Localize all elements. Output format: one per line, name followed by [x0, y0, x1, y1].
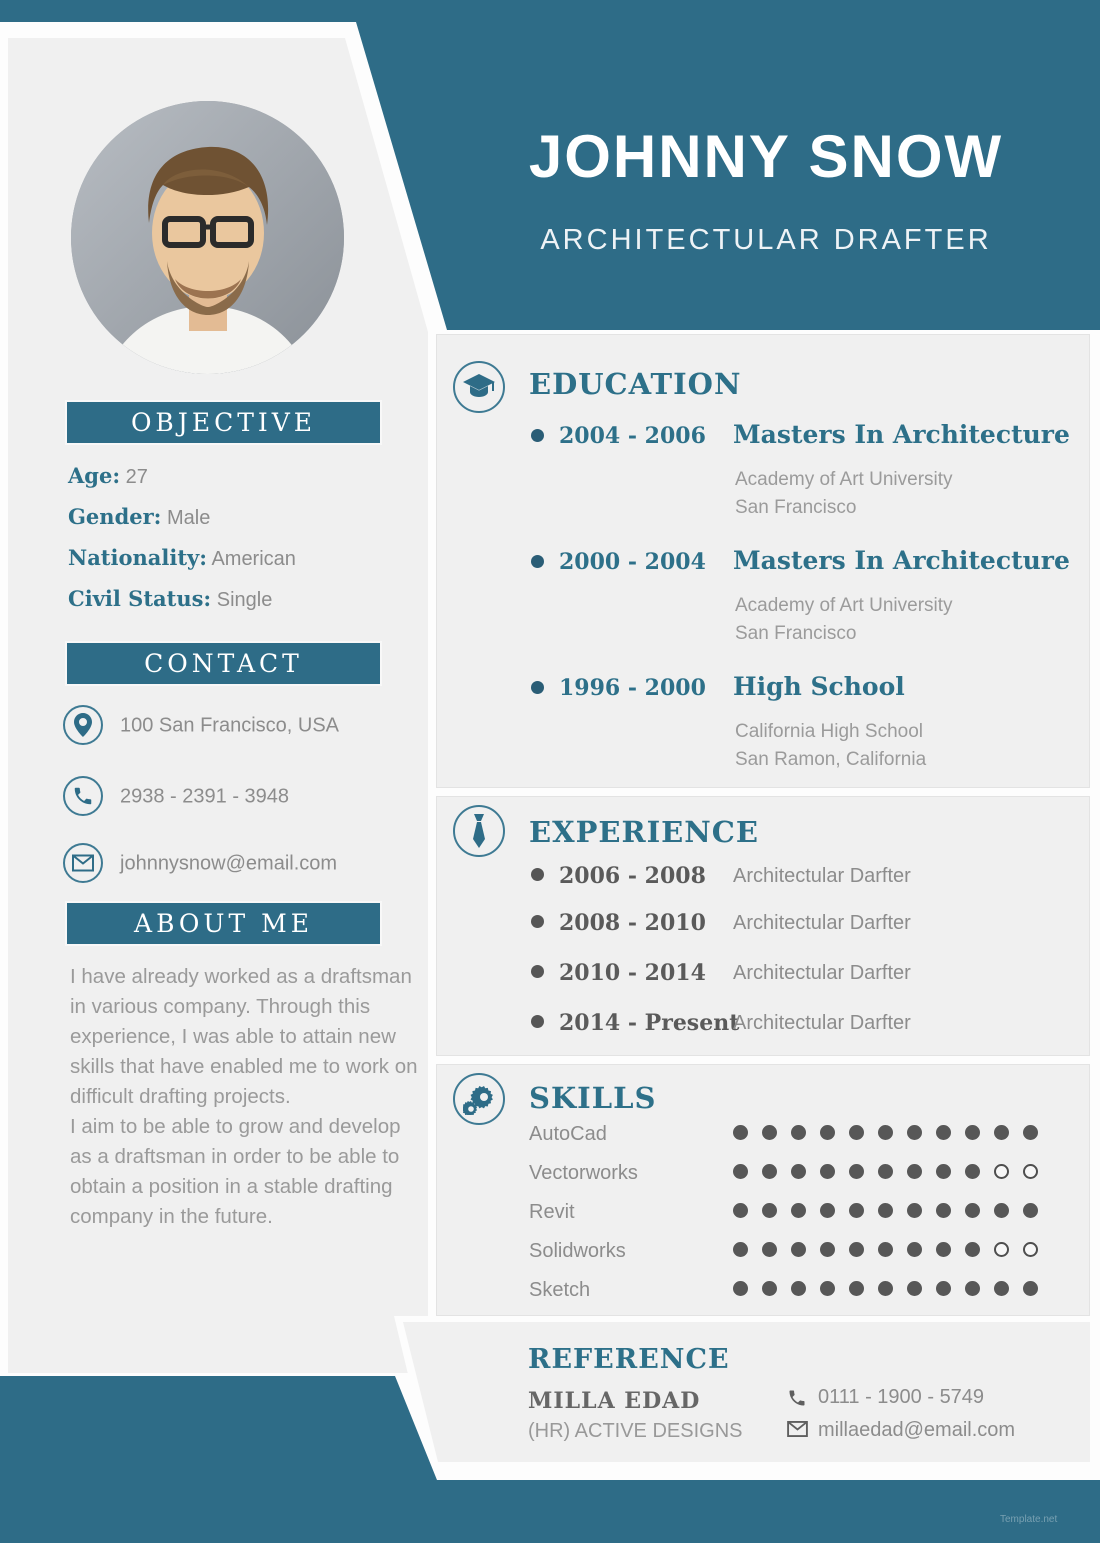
education-period: 2000 - 2004: [559, 549, 706, 575]
skill-dot-filled: [878, 1281, 893, 1296]
education-degree: Masters In Architecture: [733, 420, 1070, 449]
experience-role: Architectular Darfter: [733, 962, 911, 984]
detail-gender-label: Gender:: [68, 504, 162, 529]
person-job-title: ARCHITECTULAR DRAFTER: [540, 224, 992, 256]
skill-dot-filled: [733, 1281, 748, 1296]
skill-name: Solidworks: [529, 1240, 626, 1262]
phone-icon: [787, 1388, 807, 1408]
skill-dot-filled: [878, 1203, 893, 1218]
detail-gender: [68, 504, 418, 530]
person-name: JOHNNY SNOW: [528, 123, 1004, 190]
objective-section-title: OBJECTIVE: [67, 402, 380, 443]
skill-dots-revit: [733, 1203, 1052, 1218]
skill-dot-filled: [936, 1125, 951, 1140]
about-paragraph-1: I have already worked as a draftsman in various company. Through this experience, I was able to attain new skills that have enabled me to work on difficult drafting projects.: [70, 965, 418, 1108]
skill-dot-filled: [965, 1164, 980, 1179]
skill-dot-filled: [791, 1125, 806, 1140]
education-bullet: [531, 429, 544, 442]
skill-dots-solidworks: [733, 1242, 1052, 1257]
skill-dot-filled: [762, 1203, 777, 1218]
about-section-title: ABOUT ME: [67, 903, 380, 944]
education-institution-line: San Francisco: [735, 623, 857, 644]
skill-dot-filled: [762, 1125, 777, 1140]
skill-dot-filled: [733, 1125, 748, 1140]
experience-period: 2006 - 2008: [559, 863, 706, 889]
education-degree: High School: [733, 672, 905, 701]
envelope-icon: [63, 843, 103, 883]
education-institution-line: San Francisco: [735, 497, 857, 518]
skill-dot-filled: [791, 1242, 806, 1257]
education-institution-line: California High School: [735, 721, 923, 742]
template-watermark: Template.net: [1000, 1514, 1058, 1525]
skill-dot-filled: [1023, 1203, 1038, 1218]
skill-dot-filled: [994, 1203, 1009, 1218]
education-heading: EDUCATION: [529, 367, 742, 401]
contact-email-text: johnnysnow@email.com: [120, 852, 338, 875]
skill-dot-filled: [965, 1203, 980, 1218]
detail-age-label: Age:: [68, 463, 121, 488]
skill-dot-filled: [849, 1125, 864, 1140]
skill-name: Sketch: [529, 1279, 591, 1301]
skill-dot-filled: [907, 1164, 922, 1179]
skill-dot-filled: [762, 1164, 777, 1179]
experience-period: 2010 - 2014: [559, 960, 706, 986]
avatar-illustration: [71, 101, 344, 374]
detail-nationality-label: Nationality:: [68, 545, 207, 570]
skill-dot-filled: [820, 1281, 835, 1296]
skill-dot-hollow: [994, 1242, 1009, 1257]
about-me-text: [70, 962, 418, 1232]
reference-phone-text: 0111 - 1900 - 5749: [818, 1386, 985, 1408]
skill-dot-filled: [733, 1203, 748, 1218]
experience-period: 2014 - Present: [559, 1010, 740, 1036]
skill-dot-filled: [965, 1281, 980, 1296]
experience-bullet: [531, 868, 544, 881]
skill-dot-filled: [936, 1203, 951, 1218]
experience-bullet: [531, 1015, 544, 1028]
skill-dot-filled: [1023, 1281, 1038, 1296]
skill-dots-vectorworks: [733, 1164, 1052, 1179]
skill-name: AutoCad: [529, 1123, 607, 1145]
experience-bullet: [531, 915, 544, 928]
skill-dot-filled: [965, 1242, 980, 1257]
skill-dots-sketch: [733, 1281, 1052, 1296]
experience-period: 2008 - 2010: [559, 910, 706, 936]
education-institution: [735, 718, 926, 774]
skill-dot-hollow: [1023, 1242, 1038, 1257]
experience-bullet: [531, 965, 544, 978]
detail-civil-status-label: Civil Status:: [68, 586, 212, 611]
skills-heading: SKILLS: [529, 1081, 657, 1115]
skill-dot-filled: [849, 1203, 864, 1218]
top-teal-strip: [0, 0, 1100, 22]
envelope-icon: [787, 1421, 808, 1437]
detail-civil-status: [68, 586, 418, 612]
skill-dot-filled: [1023, 1125, 1038, 1140]
contact-phone-text: 2938 - 2391 - 3948: [120, 785, 290, 808]
skill-dot-filled: [936, 1164, 951, 1179]
skill-dot-filled: [820, 1164, 835, 1179]
skill-dot-filled: [849, 1281, 864, 1296]
skill-dot-filled: [907, 1281, 922, 1296]
skill-dots-autocad: [733, 1125, 1052, 1140]
reference-email-text: millaedad@email.com: [818, 1419, 1016, 1441]
education-bullet: [531, 681, 544, 694]
experience-role: Architectular Darfter: [733, 1012, 911, 1034]
skill-dot-filled: [994, 1281, 1009, 1296]
skill-dot-filled: [820, 1203, 835, 1218]
skill-dot-filled: [849, 1164, 864, 1179]
graduation-cap-icon: [453, 361, 505, 413]
skill-dot-hollow: [994, 1164, 1009, 1179]
skill-dot-filled: [820, 1125, 835, 1140]
about-paragraph-2: I aim to be able to grow and develop as a draftsman in order to be able to obtain a position in a stable drafting company in the future.: [70, 1115, 401, 1228]
skills-panel: [436, 1064, 1090, 1316]
skill-name: Vectorworks: [529, 1162, 638, 1184]
experience-heading: EXPERIENCE: [529, 815, 759, 849]
education-institution-line: San Ramon, California: [735, 749, 927, 770]
skill-dot-filled: [936, 1242, 951, 1257]
reference-name: MILLA EDAD: [528, 1388, 701, 1414]
reference-heading: REFERENCE: [528, 1344, 730, 1375]
contact-section-title: CONTACT: [67, 643, 380, 684]
detail-age-value: 27: [125, 466, 148, 488]
skill-dot-filled: [791, 1281, 806, 1296]
skill-dot-filled: [791, 1164, 806, 1179]
detail-gender-value: Male: [167, 507, 211, 529]
skill-dot-filled: [907, 1203, 922, 1218]
skill-dot-filled: [907, 1242, 922, 1257]
education-bullet: [531, 555, 544, 568]
location-pin-icon: [63, 705, 103, 745]
reference-company: (HR) ACTIVE DESIGNS: [528, 1420, 743, 1442]
skill-dot-filled: [733, 1242, 748, 1257]
education-period: 2004 - 2006: [559, 423, 706, 449]
education-period: 1996 - 2000: [559, 675, 706, 701]
phone-icon: [63, 776, 103, 816]
skill-dot-filled: [907, 1125, 922, 1140]
education-degree: Masters In Architecture: [733, 546, 1070, 575]
education-institution: [735, 466, 953, 522]
education-institution: [735, 592, 953, 648]
experience-panel: [436, 796, 1090, 1056]
experience-role: Architectular Darfter: [733, 865, 911, 887]
detail-nationality-value: American: [211, 548, 296, 570]
education-institution-line: Academy of Art University: [735, 595, 953, 616]
education-institution-line: Academy of Art University: [735, 469, 953, 490]
contact-address-row: [63, 705, 423, 747]
skill-dot-filled: [791, 1203, 806, 1218]
education-panel: [436, 334, 1090, 788]
contact-phone-row: [63, 776, 423, 818]
skill-dot-filled: [849, 1242, 864, 1257]
skill-dot-filled: [994, 1125, 1009, 1140]
skill-dot-filled: [878, 1125, 893, 1140]
skill-dot-filled: [820, 1242, 835, 1257]
profile-photo: [71, 101, 344, 374]
skill-dot-filled: [762, 1242, 777, 1257]
detail-civil-status-value: Single: [216, 589, 273, 611]
detail-nationality: [68, 545, 418, 571]
gears-icon: [453, 1073, 505, 1125]
contact-email-row: [63, 843, 423, 885]
contact-address-text: 100 San Francisco, USA: [120, 714, 339, 737]
skill-name: Revit: [529, 1201, 575, 1223]
skill-dot-filled: [733, 1164, 748, 1179]
detail-age: [68, 463, 418, 489]
experience-role: Architectular Darfter: [733, 912, 911, 934]
necktie-icon: [453, 805, 505, 857]
skill-dot-hollow: [1023, 1164, 1038, 1179]
skill-dot-filled: [878, 1242, 893, 1257]
skill-dot-filled: [965, 1125, 980, 1140]
skill-dot-filled: [762, 1281, 777, 1296]
skill-dot-filled: [936, 1281, 951, 1296]
skill-dot-filled: [878, 1164, 893, 1179]
